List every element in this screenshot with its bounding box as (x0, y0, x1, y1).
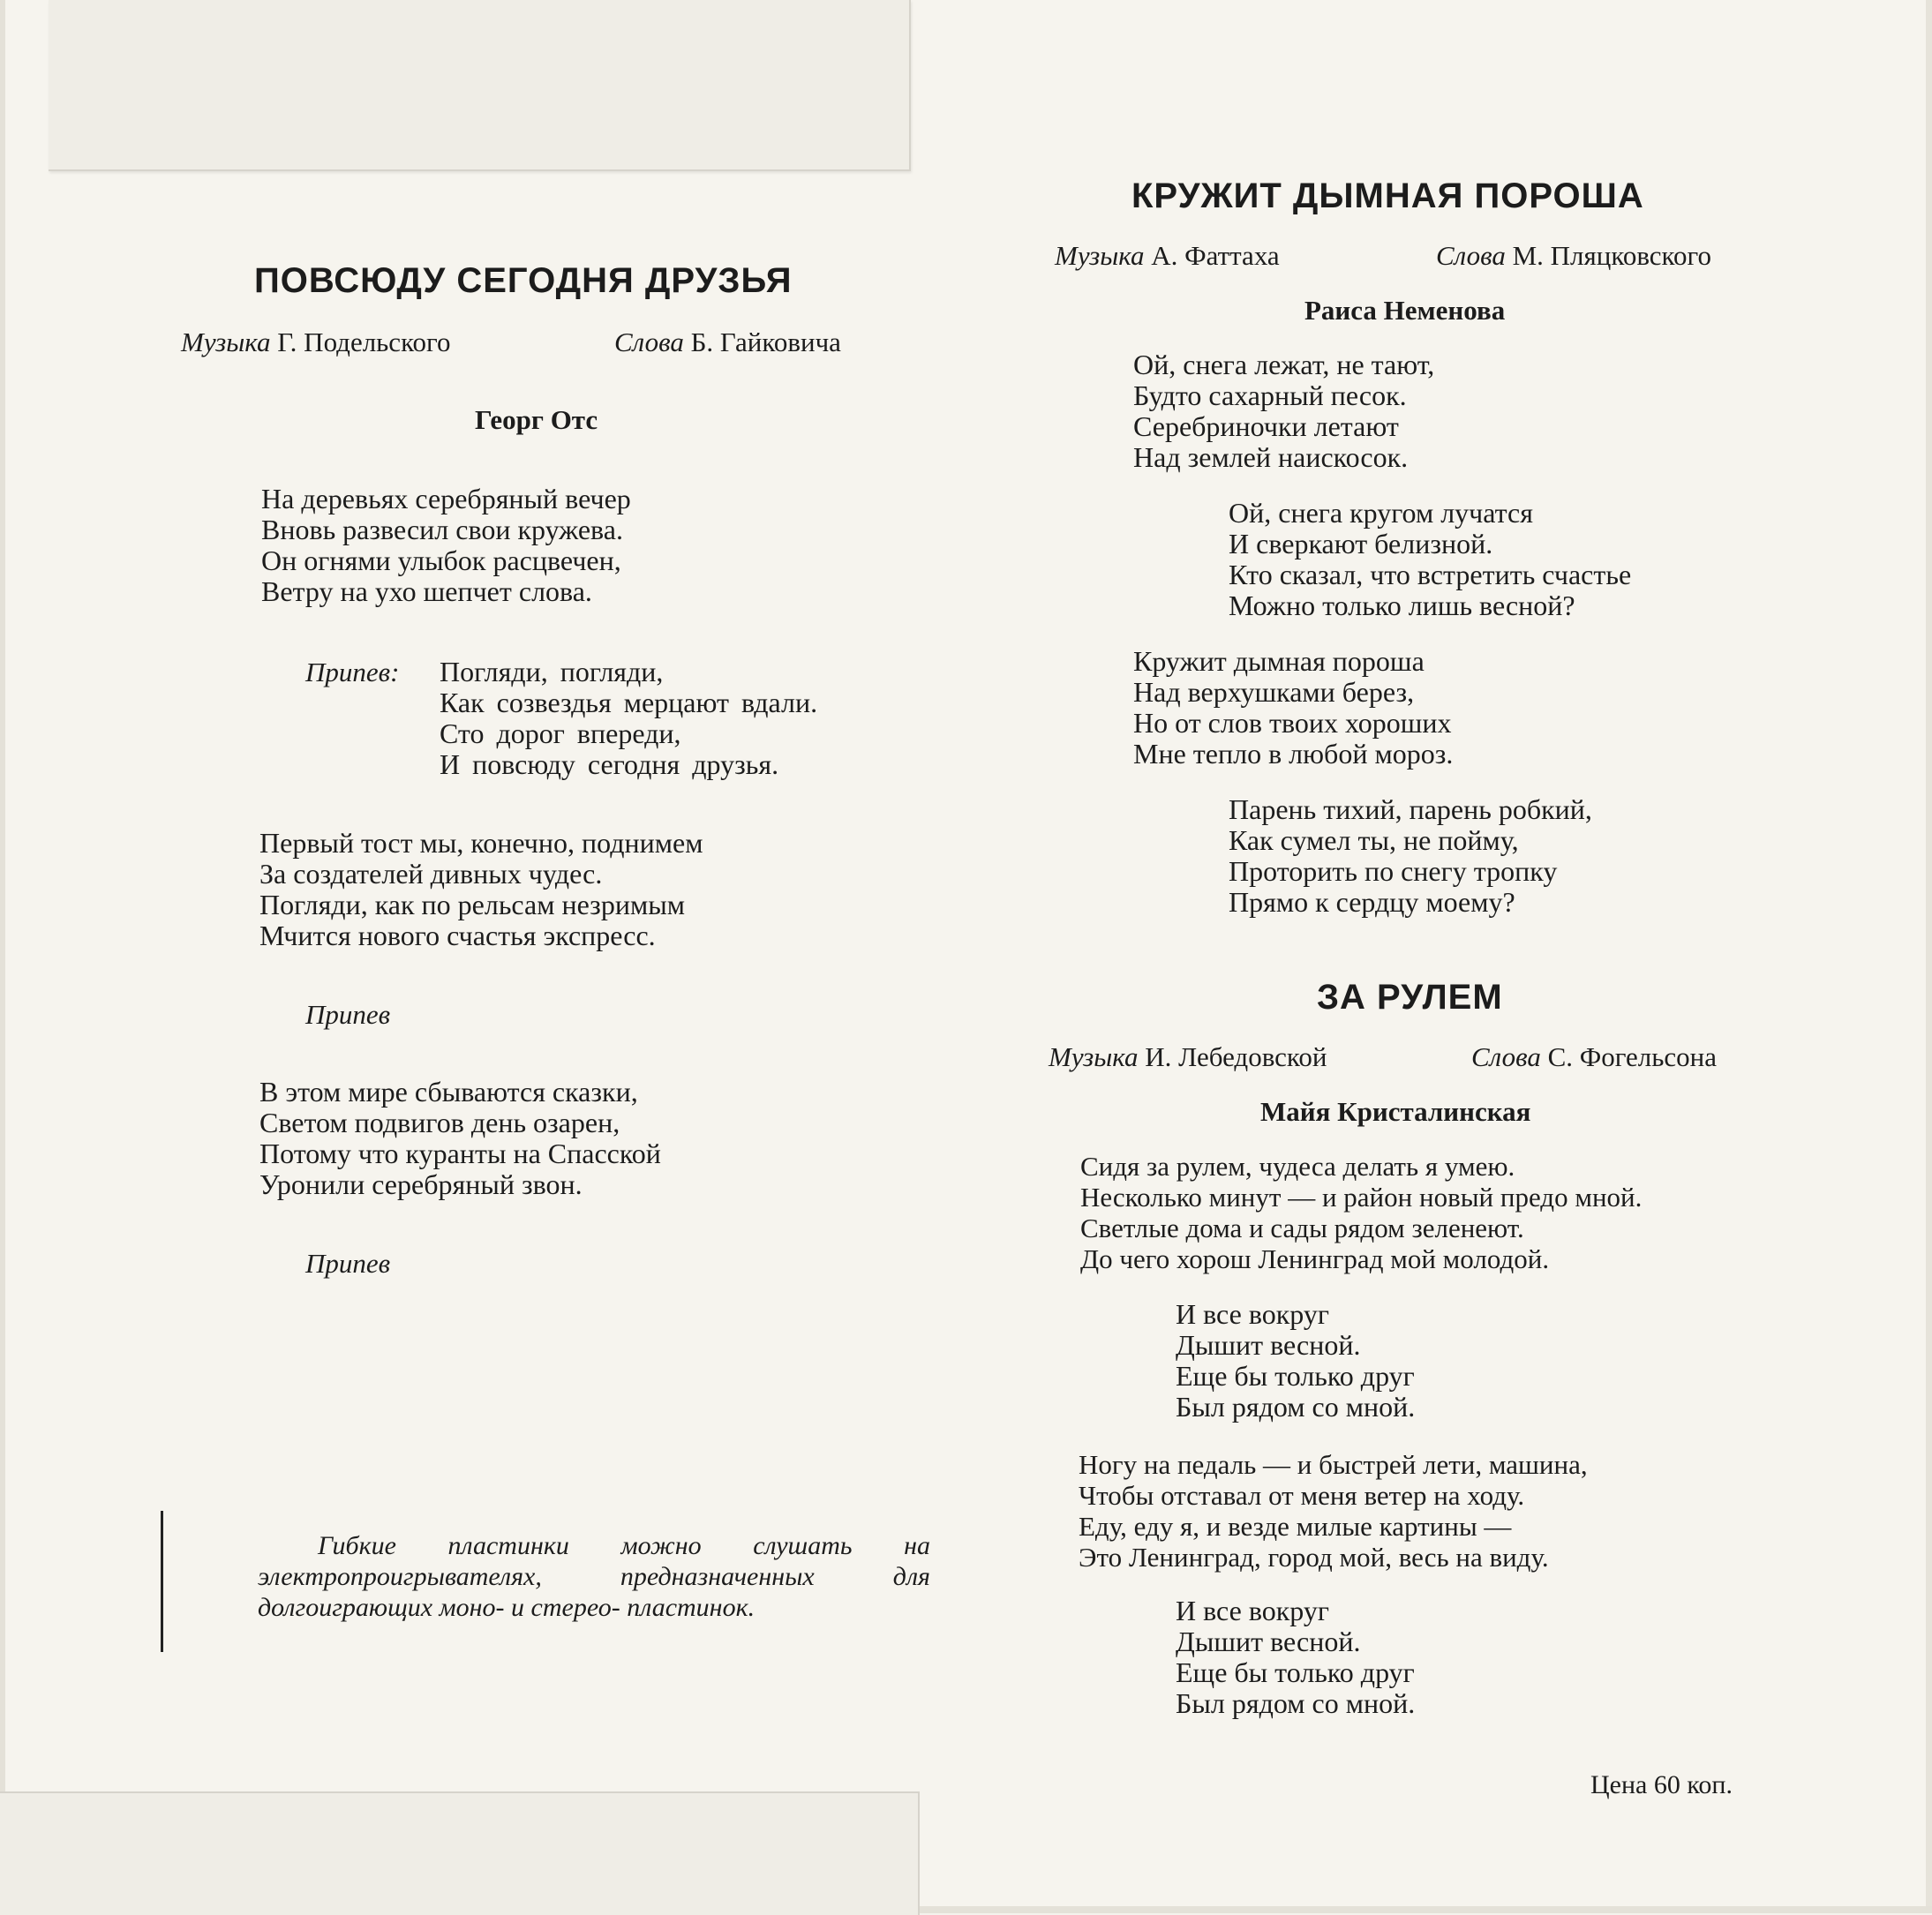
verse-line: Уронили серебряный звон. (259, 1168, 583, 1200)
song-credits (181, 327, 451, 358)
song-title: КРУЖИТ ДЫМНАЯ ПОРОША (1131, 176, 1644, 215)
refrain-reference: Припев (305, 1248, 391, 1279)
verse-1 (1080, 1151, 1642, 1274)
refrain-line: Дышит весной. (1176, 1626, 1361, 1657)
verse-line: И сверкают белизной. (1229, 528, 1493, 559)
music-label: Музыка (1049, 1041, 1139, 1072)
page-edge-right (1926, 0, 1932, 1913)
refrain-line: И все вокруг (1176, 1595, 1329, 1626)
verse-3 (1133, 646, 1453, 770)
verse-line: Вновь развесил свои кружева. (261, 514, 623, 545)
song-words-credit (1471, 1041, 1717, 1073)
page-edge-left (0, 0, 5, 1913)
verse-line: Первый тост мы, конечно, поднимем (259, 827, 703, 859)
verse-line: Над верхушками берез, (1133, 676, 1415, 708)
music-author: И. Лебедовской (1145, 1041, 1327, 1072)
verse-line: Потому что куранты на Спасской (259, 1138, 661, 1169)
performer: Раиса Неменова (1304, 295, 1506, 326)
margin-mark (161, 1511, 163, 1652)
sleeve-flap-bottom (0, 1791, 920, 1915)
refrain-reference: Припев (305, 999, 391, 1030)
verse-line: Серебриночки летают (1133, 410, 1399, 442)
verse-2 (1229, 498, 1631, 621)
refrain-line: Как созвездья мерцают вдали. (440, 687, 818, 718)
verse-line: Светлые дома и сады рядом зеленеют. (1080, 1213, 1524, 1243)
song-words-credit (1436, 240, 1711, 272)
verse-line: Погляди, как по рельсам незримым (259, 889, 685, 920)
verse-line: Проторить по снегу тропку (1229, 855, 1558, 887)
music-label: Музыка (181, 327, 271, 357)
performer: Майя Кристалинская (1260, 1096, 1531, 1127)
verse-line: Ой, снега кругом лучатся (1229, 497, 1533, 529)
verse-line: В этом мире сбываются сказки, (259, 1076, 638, 1108)
words-label: Слова (1471, 1041, 1541, 1072)
verse-line: Ветру на ухо шепчет слова. (261, 575, 592, 607)
verse-line: Несколько минут — и район новый предо мной. (1080, 1182, 1643, 1213)
refrain-line: Еще бы только друг (1176, 1360, 1415, 1392)
refrain-line: И повсюду сегодня друзья. (440, 748, 779, 780)
verse-line: Кто сказал, что встретить счастье (1229, 559, 1632, 590)
verse-line: Сидя за рулем, чудеса делать я умею. (1080, 1151, 1515, 1182)
refrain-line: Был рядом со мной. (1176, 1391, 1416, 1423)
refrain (1176, 1596, 1415, 1719)
music-author: А. Фаттаха (1151, 240, 1280, 271)
refrain-line: Погляди, погляди, (440, 656, 664, 687)
song-credits (1049, 1041, 1327, 1073)
verse-line: Можно только лишь весной? (1229, 590, 1575, 621)
verse-line: Но от слов твоих хороших (1133, 707, 1452, 739)
verse-line: Прямо к сердцу моему? (1229, 886, 1515, 918)
verse-3 (259, 1077, 661, 1200)
performer: Георг Отс (475, 404, 598, 435)
verse-line: Как сумел ты, не пойму, (1229, 824, 1519, 856)
verse-line: Будто сахарный песок. (1133, 379, 1407, 411)
refrain-line: И все вокруг (1176, 1298, 1329, 1330)
song-title: ЗА РУЛЕМ (1317, 978, 1503, 1017)
verse-line: Это Ленинград, город мой, весь на виду. (1079, 1542, 1549, 1573)
verse-line: Мчится нового счастья экспресс. (259, 920, 656, 951)
song-credits (1055, 240, 1280, 272)
verse-line: До чего хорош Ленинград мой молодой. (1080, 1243, 1550, 1274)
verse-line: Чтобы отставал от меня ветер на ходу. (1079, 1480, 1525, 1511)
words-author: С. Фогельсона (1547, 1041, 1718, 1072)
song-words-credit (614, 327, 841, 358)
refrain (1176, 1299, 1415, 1423)
verse-line: Еду, еду я, и везде милые картины — (1079, 1511, 1512, 1542)
verse-line: Ногу на педаль — и быстрей лети, машина, (1079, 1449, 1588, 1480)
verse-2 (259, 828, 703, 951)
refrain-line: Сто дорог впереди, (440, 717, 681, 749)
verse-2 (1079, 1449, 1588, 1573)
refrain-label: Припев: (305, 657, 400, 687)
verse-line: Над землей наискосок. (1133, 441, 1409, 473)
refrain-line: Еще бы только друг (1176, 1656, 1415, 1688)
song-title: ПОВСЮДУ СЕГОДНЯ ДРУЗЬЯ (254, 261, 793, 300)
verse-1 (1133, 349, 1434, 473)
verse-line: Ой, снега лежат, не тают, (1133, 349, 1435, 380)
verse-line: За создателей дивных чудес. (259, 858, 603, 890)
words-label: Слова (614, 327, 684, 357)
verse-line: На деревьях серебряный вечер (261, 483, 631, 514)
verse-4 (1229, 794, 1592, 918)
refrain-line: Дышит весной. (1176, 1329, 1361, 1361)
verse-1 (261, 484, 631, 607)
verse-line: Мне тепло в любой мороз. (1133, 738, 1454, 770)
words-author: М. Пляцковского (1512, 240, 1711, 271)
verse-line: Парень тихий, парень робкий, (1229, 793, 1592, 825)
sleeve-flap-top (49, 0, 911, 171)
playback-note: Гибкие пластинки можно слушать на электропроигрывателях, предназначенных для долгоиграющих моно- и стерео- пластинок. (258, 1531, 930, 1622)
price-label: Цена 60 коп. (1590, 1770, 1733, 1799)
verse-line: Светом подвигов день озарен, (259, 1107, 620, 1138)
music-label: Музыка (1055, 240, 1145, 271)
words-label: Слова (1436, 240, 1506, 271)
verse-line: Кружит дымная пороша (1133, 645, 1425, 677)
refrain-line: Был рядом со мной. (1176, 1687, 1416, 1719)
words-author: Б. Гайковича (690, 327, 841, 357)
verse-line: Он огнями улыбок расцвечен, (261, 544, 621, 576)
music-author: Г. Подельского (277, 327, 451, 357)
refrain (440, 657, 817, 780)
